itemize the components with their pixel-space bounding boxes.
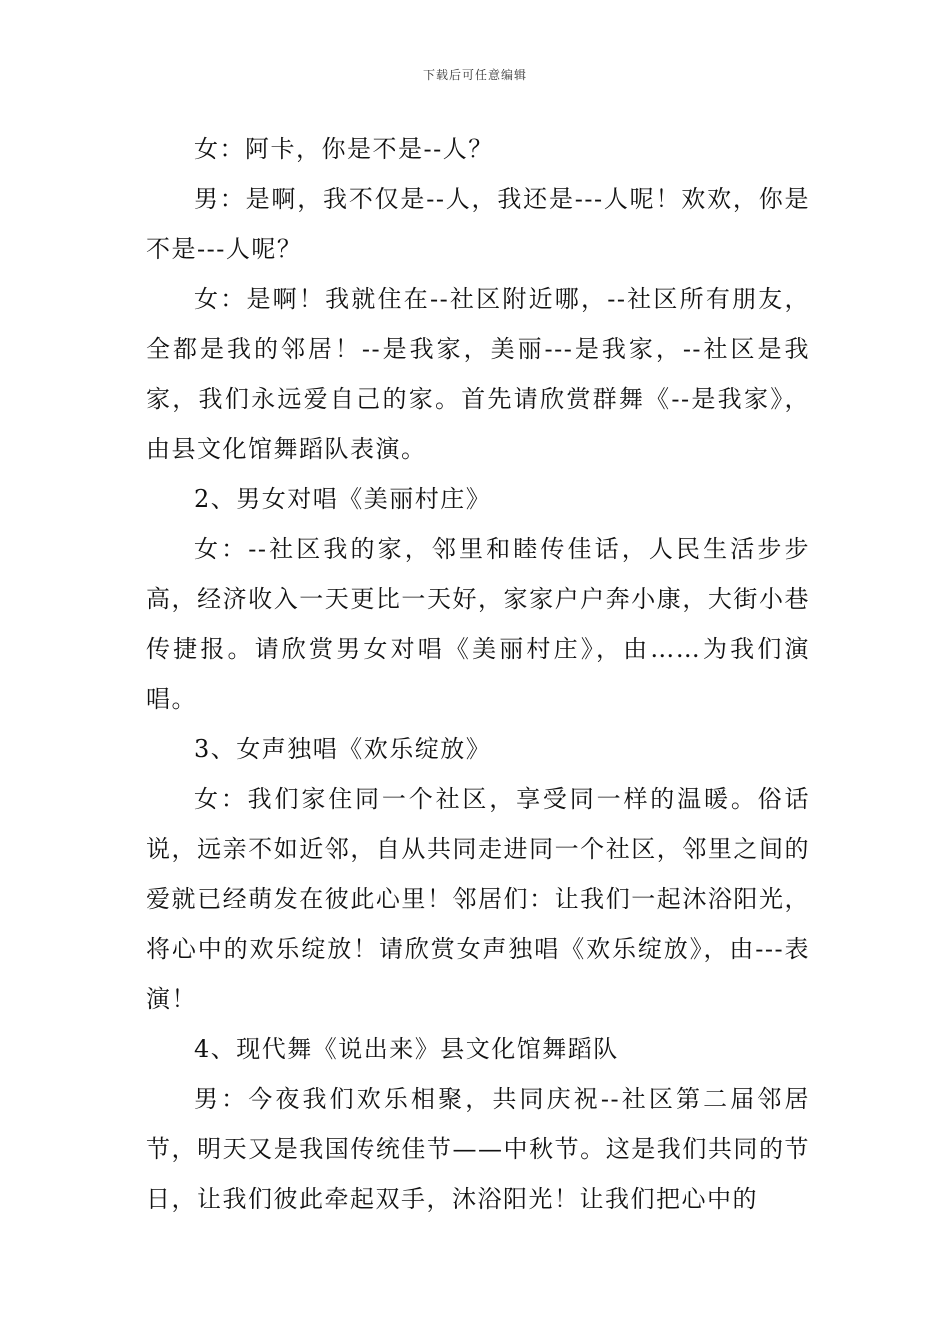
paragraph-dialogue: 女：--社区我的家，邻里和睦传佳话，人民生活步步高，经济收入一天更比一天好，家家户户奔小康，大街小巷传捷报。请欣赏男女对唱《美丽村庄》，由……为我们演唱。: [146, 535, 810, 713]
document-body: [146, 124, 810, 1224]
paragraph-dialogue: 男：是啊，我不仅是--人，我还是---人呢！欢欢，你是不是---人呢？: [146, 185, 810, 263]
paragraph-dialogue: 女：我们家住同一个社区，享受同一样的温暖。俗话说，远亲不如近邻，自从共同走进同一个社区，邻里之间的爱就已经萌发在彼此心里！邻居们：让我们一起沐浴阳光，将心中的欢乐绽放！请欣赏女声独唱《欢乐绽放》，由---表演！: [146, 785, 810, 1013]
section-heading: 2、男女对唱《美丽村庄》: [194, 485, 492, 513]
section-heading: 4、现代舞《说出来》县文化馆舞蹈队: [194, 1035, 619, 1063]
section-heading: 3、女声独唱《欢乐绽放》: [194, 735, 492, 763]
paragraph-dialogue: 男：今夜我们欢乐相聚，共同庆祝--社区第二届邻居节，明天又是我国传统佳节——中秋节。这是我们共同的节日，让我们彼此牵起双手，沐浴阳光！让我们把心中的: [146, 1085, 810, 1213]
header-note: 下载后可任意编辑: [422, 68, 527, 82]
paragraph-dialogue: 女：阿卡，你是不是--人？: [194, 135, 494, 163]
paragraph-dialogue: 女：是啊！我就住在--社区附近哪，--社区所有朋友，全都是我的邻居！--是我家，美丽---是我家，--社区是我家，我们永远爱自己的家。首先请欣赏群舞《--是我家》，由县文化馆舞蹈队表演。: [146, 285, 810, 463]
